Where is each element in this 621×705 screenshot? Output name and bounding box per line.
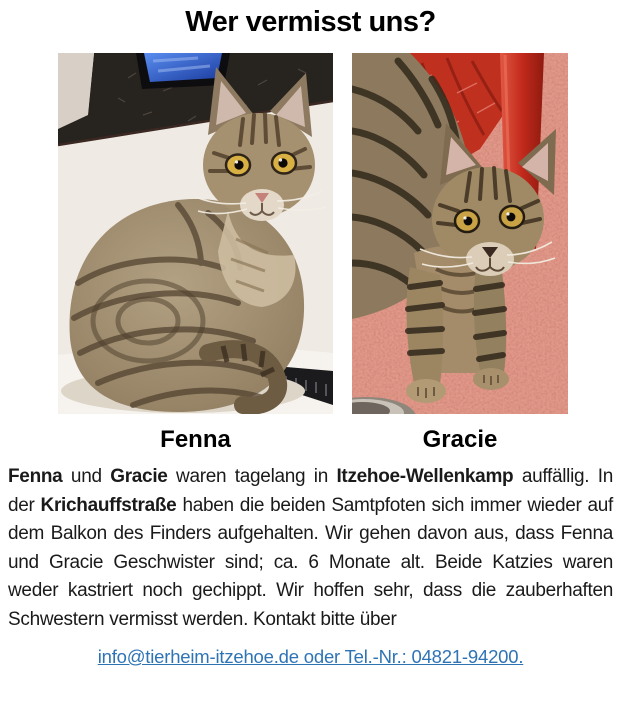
body-segment: auffällig. In der: [8, 466, 613, 516]
caption-row: [58, 426, 621, 454]
page-title: Wer vermisst uns?: [185, 6, 436, 38]
photo-gracie: [352, 53, 568, 414]
body-segment: waren tagelang in: [167, 466, 337, 487]
body-segment: haben die beiden Samtpfoten sich immer wieder auf dem Balkon des Finders aufgehalten. Wir gehen davon aus, dass Fenna und Gracie Geschwister sind; ca. 6 Monate alt. Beide Katzies waren weder kastriert noch gechippt. Wir hoffen sehr, dass die zauberhaften Schwestern vermisst werden. Kontakt bitte über: [8, 494, 613, 630]
caption-fenna: Fenna: [160, 426, 231, 453]
photo-fenna: [58, 53, 333, 414]
caption-gracie: Gracie: [422, 426, 498, 453]
fenna-photo-illustration: [58, 53, 333, 414]
contact-link[interactable]: info@tierheim-itzehoe.de oder Tel.-Nr.: 04821-94200.: [97, 646, 524, 667]
body-segment: und: [62, 466, 111, 487]
bold-street: Krichauffstraße: [40, 494, 177, 516]
contact-line: [0, 646, 621, 668]
photo-row: [58, 53, 621, 414]
description-paragraph: [8, 463, 613, 634]
bold-place-itzehoe: Itzehoe-Wellenkamp: [336, 466, 514, 487]
bold-name-gracie: Gracie: [110, 466, 168, 487]
bold-name-fenna: Fenna: [8, 466, 63, 487]
gracie-photo-illustration: [352, 53, 568, 414]
